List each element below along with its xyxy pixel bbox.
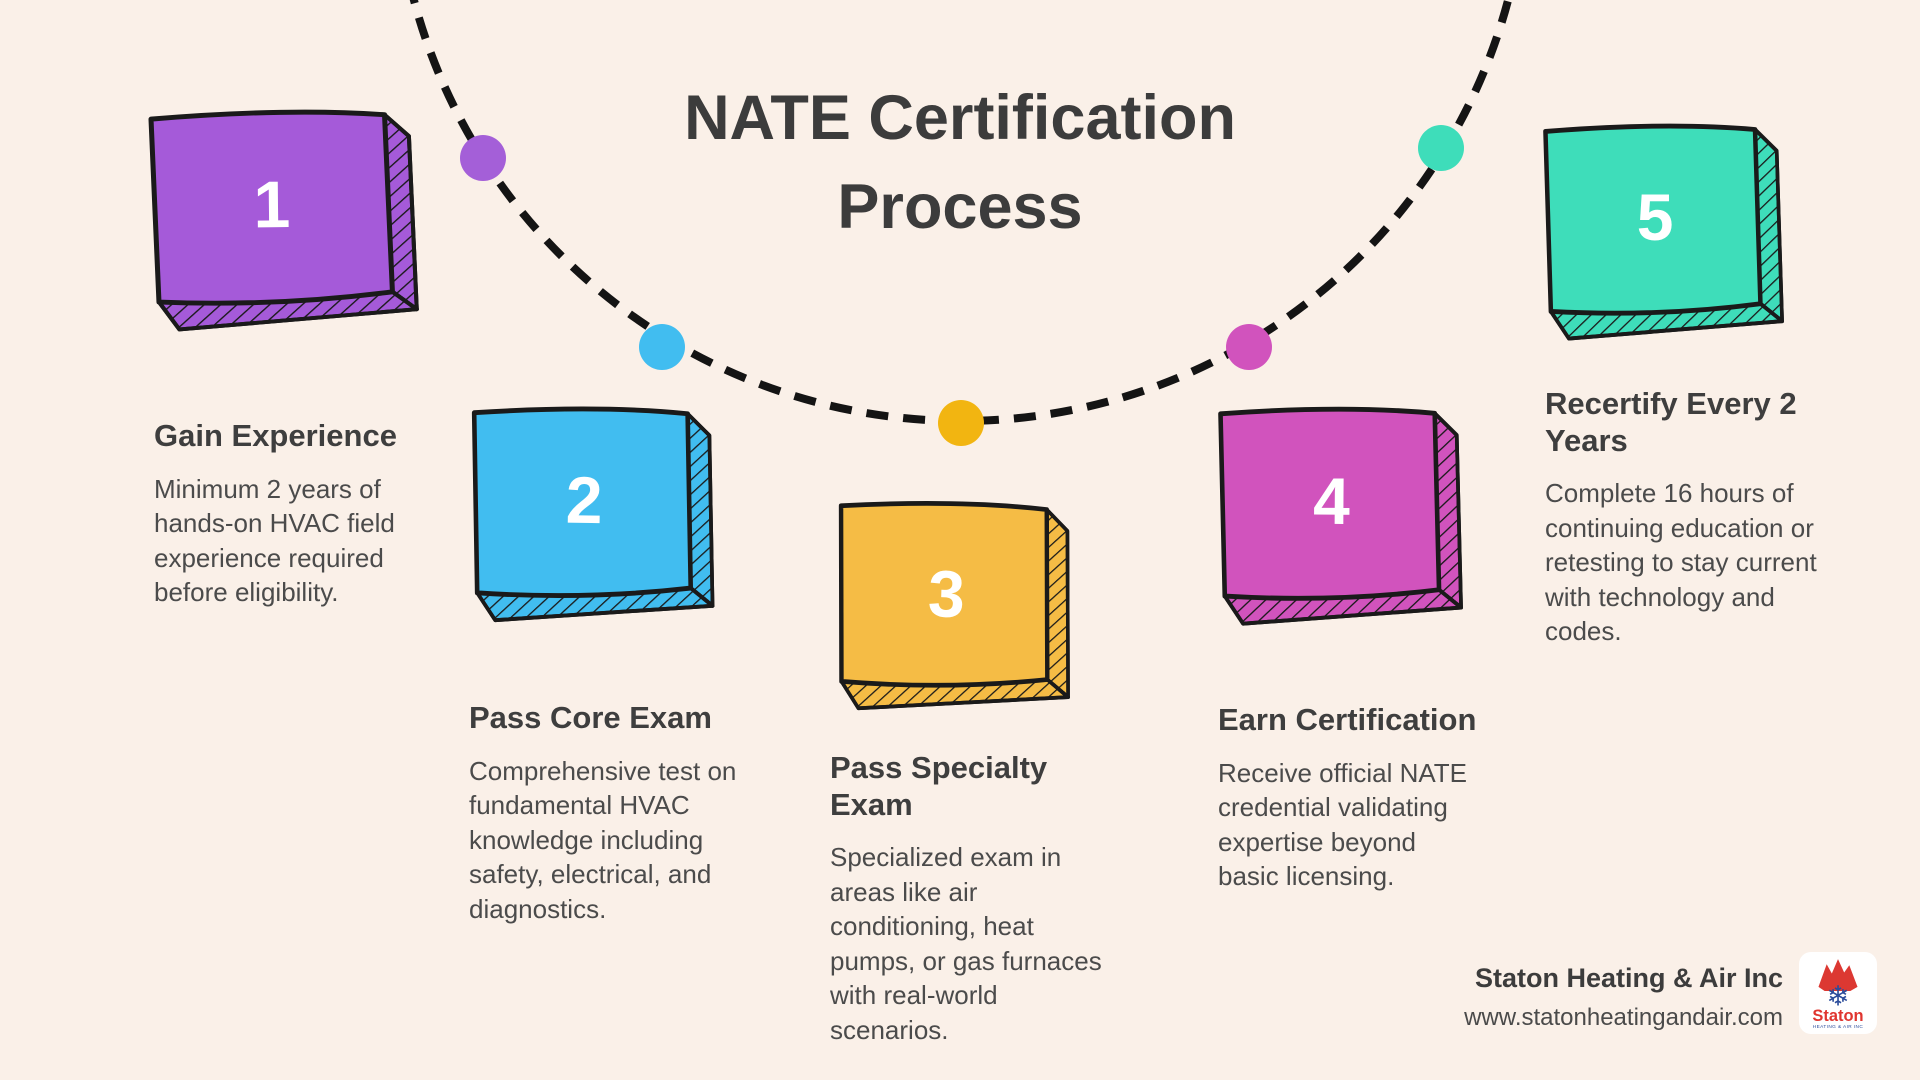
step-3-box: [821, 488, 1093, 731]
logo-name: Staton: [1812, 1006, 1864, 1025]
step-1-body: Minimum 2 years of hands-on HVAC field experience required before eligibility.: [154, 473, 395, 608]
step-3-text: [830, 750, 1115, 1048]
step-1-text: [154, 418, 406, 610]
step-4-dot: [1226, 324, 1272, 370]
step-4-body: Receive official NATE credential validating expertise beyond basic licensing.: [1218, 757, 1468, 892]
step-1-heading: Gain Experience: [154, 418, 397, 453]
footer: [1464, 962, 1783, 1032]
step-2-box: [456, 395, 735, 641]
logo-tagline: HEATING & AIR INC: [1812, 1024, 1864, 1030]
step-5-text: [1545, 386, 1837, 649]
step-3-body: Specialized exam in areas like air conditioning, heat pumps, or gas furnaces with real-world scenarios.: [830, 842, 1102, 1046]
step-2-number: 2: [565, 462, 604, 538]
step-1-number: 1: [253, 167, 291, 242]
step-3-number: 3: [927, 555, 966, 631]
step-4-heading: Earn Certification: [1218, 702, 1477, 737]
company-logo: [1799, 952, 1877, 1034]
website-url: www.statonheatingandair.com: [1464, 1003, 1783, 1031]
step-1-box: [135, 98, 440, 347]
page-title-line1: NATE Certification: [684, 83, 1236, 153]
step-5-body: Complete 16 hours of continuing education or retesting to stay current with technology and codes.: [1545, 478, 1817, 647]
step-4-number: 4: [1312, 463, 1351, 539]
page-title-line2: Process: [837, 172, 1083, 243]
step-2-heading: Pass Core Exam: [469, 700, 712, 735]
step-2-body: Comprehensive test on fundamental HVAC knowledge including safety, electrical, and diagnostics.: [469, 755, 737, 924]
step-3-dot: [938, 400, 984, 446]
company-logo-emblem: [1805, 956, 1871, 1030]
step-3-heading: Pass Specialty Exam: [830, 750, 1048, 822]
company-name: Staton Heating & Air Inc: [1474, 963, 1783, 993]
step-5-number: 5: [1636, 180, 1674, 255]
step-4-box: [1204, 396, 1483, 643]
step-2-text: [469, 700, 744, 926]
step-4-text: [1218, 702, 1480, 894]
snowflake-icon: ❄: [1826, 979, 1850, 1013]
step-5-heading: Recertify Every 2 Years: [1545, 386, 1797, 458]
step-2-dot: [639, 324, 685, 370]
step-5-box: [1531, 114, 1802, 356]
